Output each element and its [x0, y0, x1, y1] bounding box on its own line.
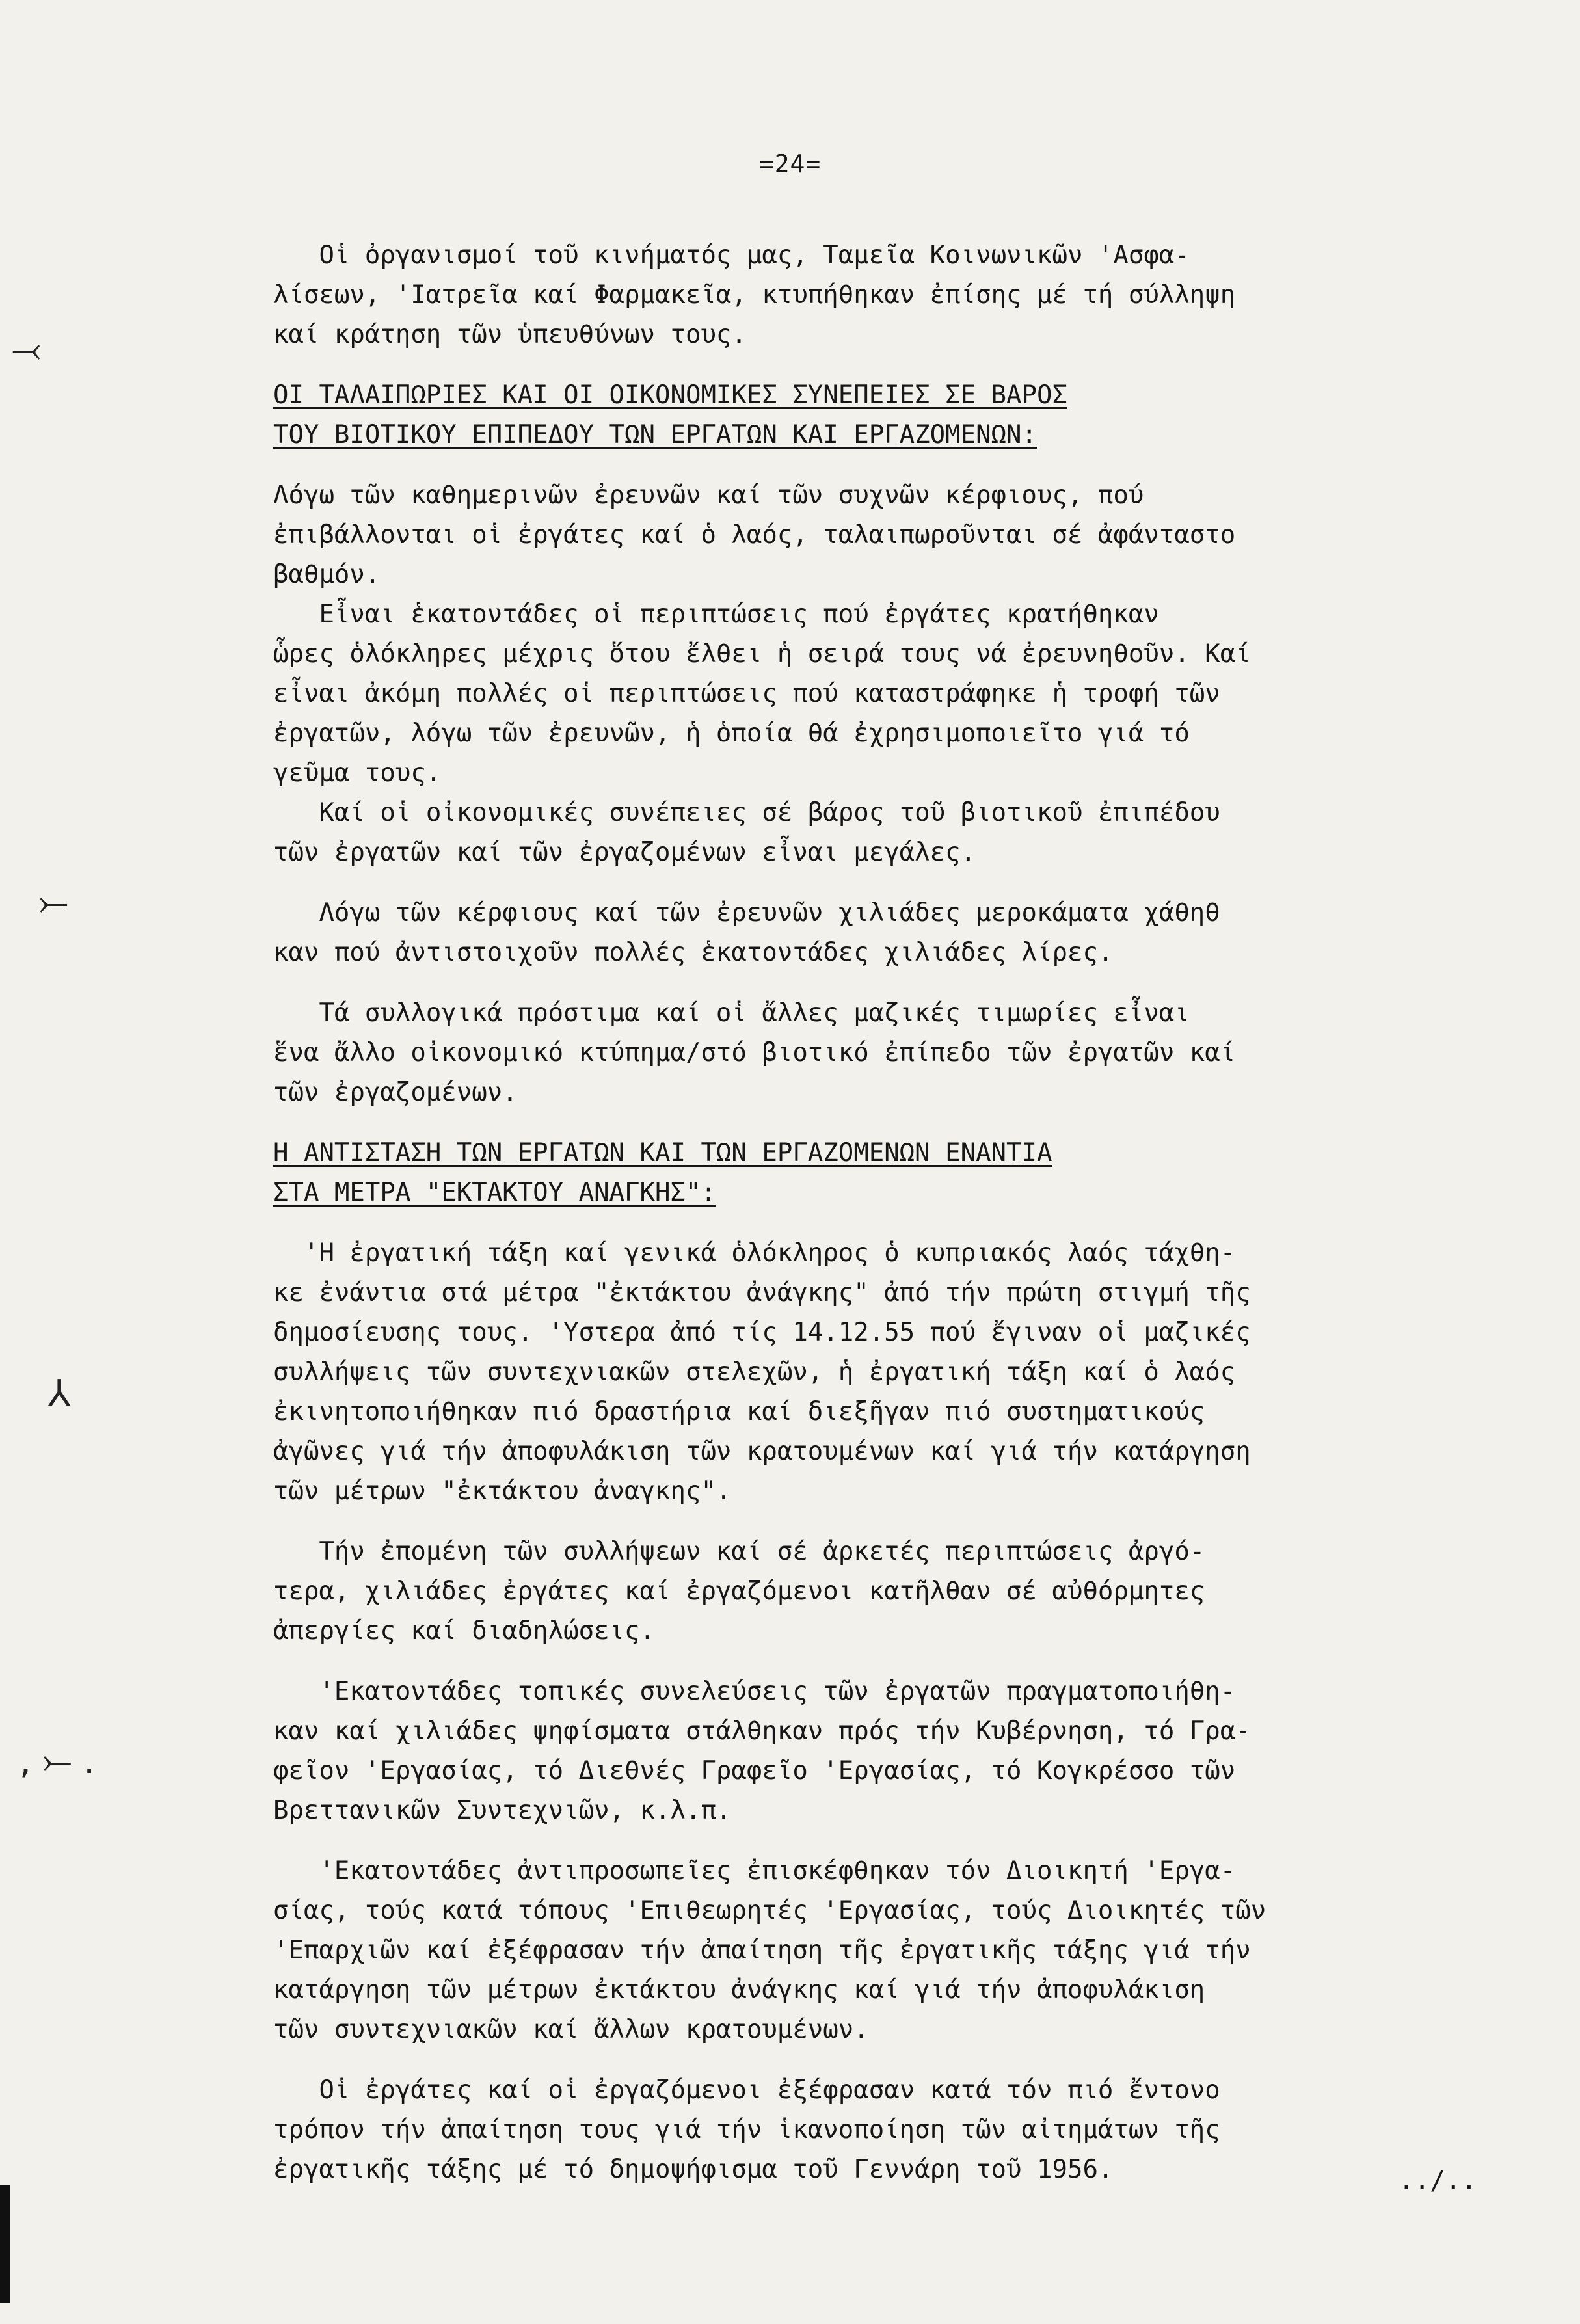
- text-line: εἶναι ἀκόμη πολλές οἱ περιπτώσεις πού καταστράφηκε ἡ τροφή τῶν: [273, 679, 1220, 708]
- text-line: καν πού ἀντιστοιχοῦν πολλές ἑκατοντάδες χιλιάδες λίρες.: [273, 938, 1114, 967]
- text-line: Τήν ἐπομένη τῶν συλλήψεων καί σέ ἀρκετές περιπτώσεις ἀργό-: [273, 1537, 1205, 1566]
- text-line: κατάργηση τῶν μέτρων ἐκτάκτου ἀνάγκης καί γιά τήν ἀποφυλάκιση: [273, 1975, 1205, 2005]
- text-line: κε ἐνάντια στά μέτρα "ἐκτάκτου ἀνάγκης" ἀπό τήν πρώτη στιγμή τῆς: [273, 1278, 1251, 1307]
- text-line: ὧρες ὁλόκληρες μέχρις ὅτου ἔλθει ἡ σειρά τους νά ἐρευνηθοῦν. Καί: [273, 639, 1251, 669]
- text-line: ἀγῶνες γιά τήν ἀποφυλάκιση τῶν κρατουμένων καί γιά τήν κατάργηση: [273, 1437, 1251, 1466]
- text-line: τρόπον τήν ἀπαίτηση τους γιά τήν ἱκανοποίηση τῶν αἰτημάτων τῆς: [273, 2115, 1220, 2144]
- text-line: ἐργατῶν, λόγω τῶν ἐρευνῶν, ἡ ὁποία θά ἐχρησιμοποιεῖτο γιά τό: [273, 719, 1190, 748]
- text-line: σίας, τούς κατά τόπους 'Επιθεωρητές 'Εργασίας, τούς Διοικητές τῶν: [273, 1896, 1266, 1925]
- text-line: Τά συλλογικά πρόστιμα καί οἱ ἄλλες μαζικές τιμωρίες εἶναι: [273, 998, 1190, 1028]
- text-line: τῶν συντεχνιακῶν καί ἄλλων κρατουμένων.: [273, 2015, 869, 2044]
- text-line: τερα, χιλιάδες ἐργάτες καί ἐργαζόμενοι κατῆλθαν σέ αὐθόρμητες: [273, 1577, 1205, 1606]
- text-line: τῶν ἐργαζομένων.: [273, 1078, 518, 1107]
- text-line: ἀπεργίες καί διαδηλώσεις.: [273, 1616, 655, 1646]
- text-line: Βρεττανικῶν Συντεχνιῶν, κ.λ.π.: [273, 1796, 732, 1825]
- paragraph: [273, 475, 1548, 872]
- text-line: φεῖον 'Εργασίας, τό Διεθνές Γραφεῖο 'Εργασίας, τό Κογκρέσσο τῶν: [273, 1756, 1236, 1785]
- text-line: τῶν ἐργατῶν καί τῶν ἐργαζομένων εἶναι μεγάλες.: [273, 838, 976, 867]
- text-line: λίσεων, 'Ιατρεῖα καί Φαρμακεῖα, κτυπήθηκαν ἐπίσης μέ τή σύλληψη: [273, 280, 1236, 310]
- paragraph: [273, 1672, 1548, 1830]
- text-line: ἐπιβάλλονται οἱ ἐργάτες καί ὁ λαός, ταλαιπωροῦνται σέ ἀφάνταστο: [273, 520, 1236, 550]
- text-line: βαθμόν.: [273, 560, 381, 589]
- text-line: ἐκινητοποιήθηκαν πιό δραστήρια καί διεξῆγαν πιό συστηματικούς: [273, 1397, 1205, 1426]
- section-heading: [273, 375, 1548, 455]
- text-line: ΟΙ ΤΑΛΑΙΠΩΡΙΕΣ ΚΑΙ ΟΙ ΟΙΚΟΝΟΜΙΚΕΣ ΣΥΝΕΠΕΙΕΣ ΣΕ ΒΑΡΟΣ: [273, 381, 1067, 410]
- text-line: Λόγω τῶν καθημερινῶν ἐρευνῶν καί τῶν συχνῶν κέρφιους, πού: [273, 481, 1144, 510]
- text-line: 'Η ἐργατική τάξη καί γενικά ὁλόκληρος ὁ κυπριακός λαός τάχθη-: [273, 1238, 1236, 1268]
- document-body: [273, 215, 1548, 2189]
- margin-mark: ⤙: [12, 328, 41, 371]
- text-line: δημοσίευσης τους. 'Υστερα ἀπό τίς 14.12.55 πού ἔγιναν οἱ μαζικές: [273, 1318, 1251, 1347]
- text-line: 'Επαρχιῶν καί ἐξέφρασαν τήν ἀπαίτηση τῆς ἐργατικῆς τάξης γιά τήν: [273, 1936, 1251, 1965]
- paragraph: [273, 1233, 1548, 1511]
- paragraph: [273, 235, 1548, 354]
- page-number: =24=: [758, 150, 822, 178]
- text-line: συλλήψεις τῶν συντεχνιακῶν στελεχῶν, ἡ ἐργατική τάξη καί ὁ λαός: [273, 1357, 1236, 1387]
- text-line: Λόγω τῶν κέρφιους καί τῶν ἐρευνῶν χιλιάδες μεροκάματα χάθηθ: [273, 898, 1220, 928]
- text-line: τῶν μέτρων "ἐκτάκτου ἀναγκης".: [273, 1476, 732, 1506]
- paragraph: [273, 2070, 1548, 2189]
- text-line: ΤΟΥ ΒΙΟΤΙΚΟΥ ΕΠΙΠΕΔΟΥ ΤΩΝ ΕΡΓΑΤΩΝ ΚΑΙ ΕΡΓΑΖΟΜΕΝΩΝ:: [273, 420, 1037, 449]
- text-line: 'Εκατοντάδες ἀντιπροσωπεῖες ἐπισκέφθηκαν τόν Διοικητή 'Εργα-: [273, 1856, 1236, 1886]
- text-line: ἕνα ἄλλο οἰκονομικό κτύπημα/στό βιοτικό ἐπίπεδο τῶν ἐργατῶν καί: [273, 1038, 1236, 1067]
- margin-mark: , ⤚ .: [20, 1740, 96, 1782]
- section-heading: [273, 1133, 1548, 1212]
- text-line: Οἱ ὀργανισμοί τοῦ κινήματός μας, Ταμεῖα Κοινωνικῶν 'Ασφα-: [273, 241, 1190, 270]
- text-line: Εἶναι ἑκατοντάδες οἱ περιπτώσεις πού ἐργάτες κρατήθηκαν: [273, 600, 1159, 629]
- scan-edge-shadow: [0, 2185, 10, 2303]
- paragraph: [273, 993, 1548, 1112]
- text-line: ΣΤΑ ΜΕΤΡΑ "ΕΚΤΑΚΤΟΥ ΑΝΑΓΚΗΣ":: [273, 1178, 716, 1207]
- text-line: Η ΑΝΤΙΣΤΑΣΗ ΤΩΝ ΕΡΓΑΤΩΝ ΚΑΙ ΤΩΝ ΕΡΓΑΖΟΜΕΝΩΝ ΕΝΑΝΤΙΑ: [273, 1138, 1052, 1168]
- text-line: 'Εκατοντάδες τοπικές συνελεύσεις τῶν ἐργατῶν πραγματοποιήθη-: [273, 1677, 1236, 1706]
- continuation-mark: ../..: [1399, 2166, 1477, 2196]
- margin-mark: ⅄: [48, 1372, 71, 1415]
- paragraph: [273, 893, 1548, 972]
- paragraph: [273, 1532, 1548, 1651]
- text-line: Οἱ ἐργάτες καί οἱ ἐργαζόμενοι ἐξέφρασαν κατά τόν πιό ἔντονο: [273, 2076, 1220, 2105]
- text-line: καί κράτηση τῶν ὑπευθύνων τους.: [273, 320, 747, 349]
- text-line: ἐργατικῆς τάξης μέ τό δημοψήφισμα τοῦ Γεννάρη τοῦ 1956.: [273, 2155, 1114, 2184]
- paragraph: [273, 1851, 1548, 2050]
- margin-mark: ⤚: [39, 881, 68, 924]
- text-line: Καί οἱ οἰκονομικές συνέπειες σέ βάρος τοῦ βιοτικοῦ ἐπιπέδου: [273, 798, 1220, 827]
- text-line: γεῦμα τους.: [273, 758, 442, 788]
- text-line: καν καί χιλιάδες ψηφίσματα στάλθηκαν πρός τήν Κυβέρνηση, τό Γρα-: [273, 1716, 1251, 1746]
